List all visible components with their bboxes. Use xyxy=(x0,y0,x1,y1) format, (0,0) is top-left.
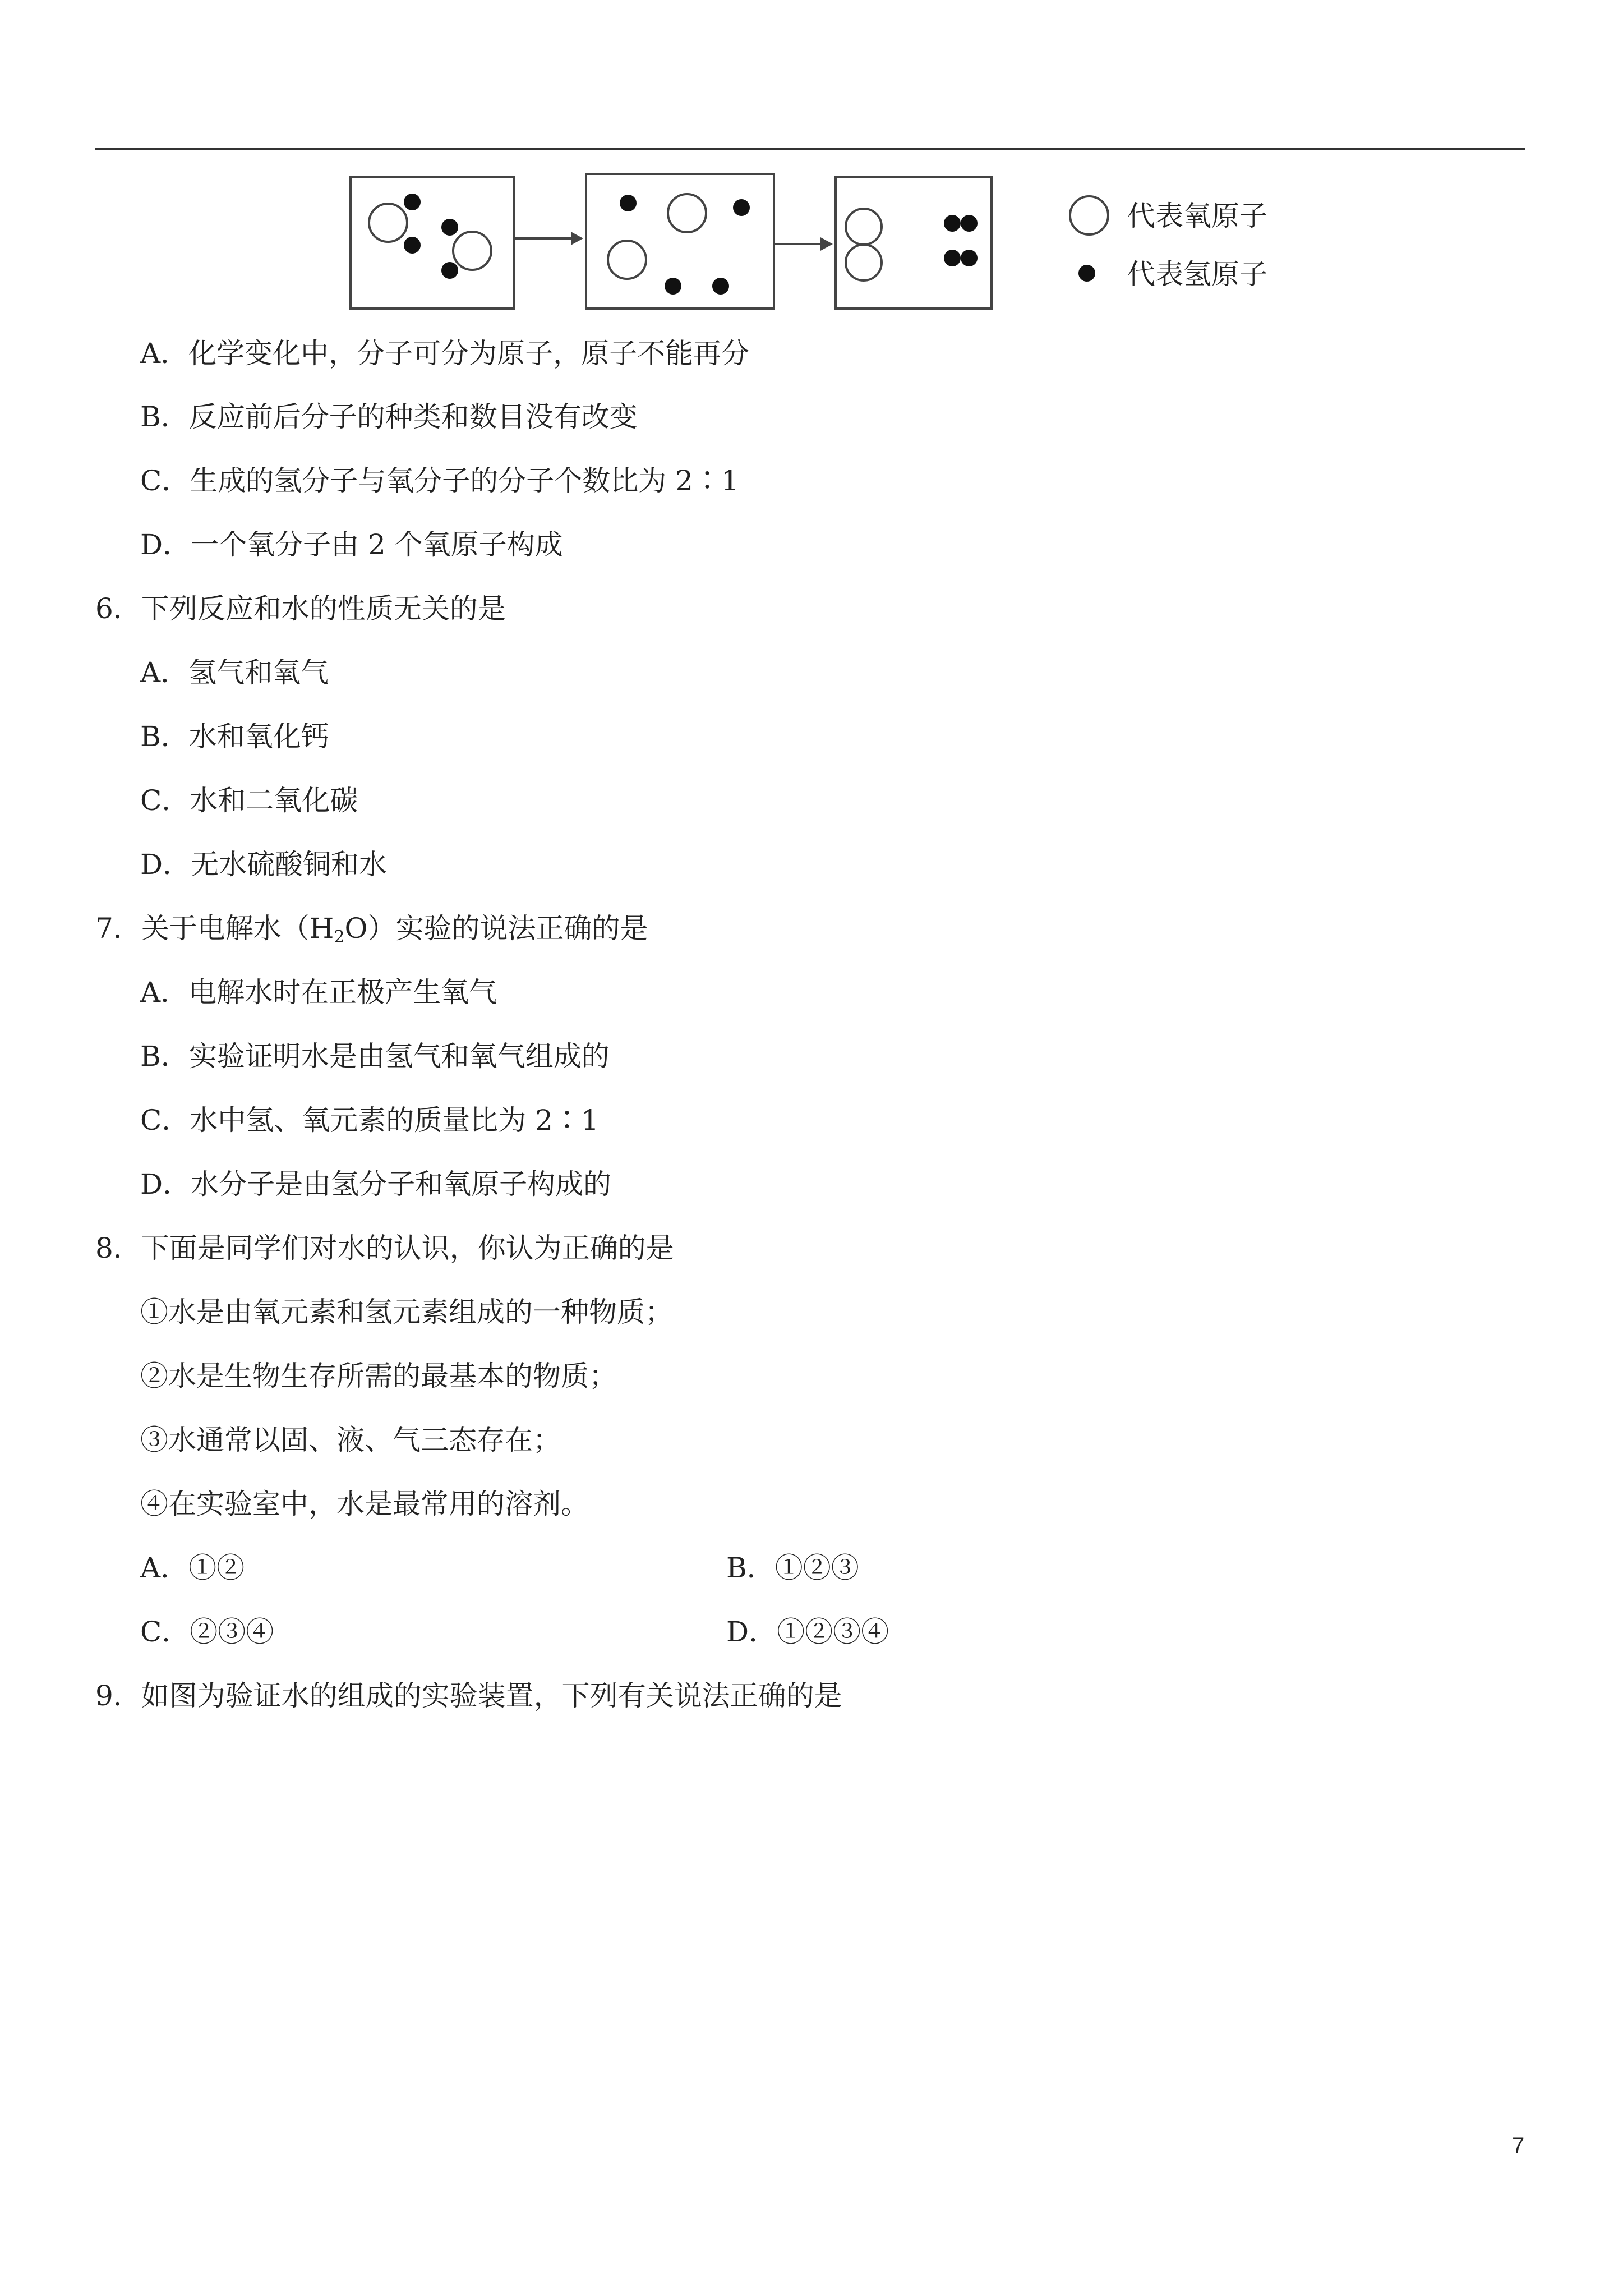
q6-stem: 6．下列反应和水的性质无关的是 xyxy=(95,592,506,625)
q8-statement-1: ①水是由氧元素和氢元素组成的一种物质； xyxy=(140,1296,673,1328)
oxygen-atom xyxy=(846,209,882,245)
hydrogen-atom xyxy=(944,215,961,232)
hydrogen-atom xyxy=(441,262,458,279)
q6-option-b: B．水和氧化钙 xyxy=(140,720,329,753)
legend-hydrogen-label: 代表氢原子 xyxy=(1127,258,1267,291)
hydrogen-atom xyxy=(712,278,729,295)
q8-option-a: A．①② xyxy=(140,1552,245,1584)
q7-option-b: B．实验证明水是由氢气和氧气组成的 xyxy=(140,1040,610,1073)
legend-hydrogen-symbol xyxy=(1078,265,1095,282)
oxygen-atom xyxy=(369,204,407,242)
page-number: 7 xyxy=(1512,2133,1525,2158)
header-rule xyxy=(95,148,1525,150)
hydrogen-atom xyxy=(404,237,421,254)
hydrogen-atom xyxy=(961,250,978,266)
legend-oxygen-label: 代表氧原子 xyxy=(1127,200,1267,232)
legend-oxygen-symbol xyxy=(1070,196,1108,234)
q5-option-a: A．化学变化中，分子可分为原子，原子不能再分 xyxy=(140,337,750,370)
q8-option-d: D．①②③④ xyxy=(726,1616,889,1648)
oxygen-atom xyxy=(846,245,882,280)
q9-stem: 9．如图为验证水的组成的实验装置，下列有关说法正确的是 xyxy=(95,1680,842,1712)
q7-stem-before: 7．关于电解水（H xyxy=(95,912,334,945)
q5-option-c: C．生成的氢分子与氧分子的分子个数比为 2∶1 xyxy=(140,464,739,497)
hydrogen-atom xyxy=(404,194,421,210)
q7-stem-after: O）实验的说法正确的是 xyxy=(344,912,648,945)
q7-option-a: A．电解水时在正极产生氧气 xyxy=(140,976,497,1009)
q5-option-d: D．一个氧分子由 2 个氧原子构成 xyxy=(140,528,563,561)
hydrogen-atom xyxy=(733,199,750,216)
q7-stem xyxy=(95,912,648,954)
hydrogen-atom xyxy=(665,278,681,295)
q8-statement-4: ④在实验室中，水是最常用的溶剂。 xyxy=(140,1488,589,1520)
q5-option-b: B．反应前后分子的种类和数目没有改变 xyxy=(140,401,638,433)
molecule-reaction-diagram xyxy=(348,168,1301,320)
q8-option-b: B．①②③ xyxy=(726,1552,859,1584)
oxygen-atom xyxy=(453,232,491,270)
q8-stem: 8．下面是同学们对水的认识，你认为正确的是 xyxy=(95,1232,674,1264)
hydrogen-atom xyxy=(961,215,978,232)
hydrogen-atom xyxy=(441,219,458,236)
q6-option-a: A．氢气和氧气 xyxy=(140,656,329,689)
q8-statement-2: ②水是生物生存所需的最基本的物质； xyxy=(140,1360,617,1392)
q7-option-d: D．水分子是由氢分子和氧原子构成的 xyxy=(140,1168,612,1200)
q6-option-d: D．无水硫酸铜和水 xyxy=(140,848,388,881)
q6-option-c: C．水和二氧化碳 xyxy=(140,784,358,817)
oxygen-atom xyxy=(668,194,706,232)
hydrogen-atom xyxy=(620,195,637,211)
q8-option-c: C．②③④ xyxy=(140,1616,274,1648)
q7-stem-subscript: 2 xyxy=(334,927,345,947)
q7-option-c: C．水中氢、氧元素的质量比为 2∶1 xyxy=(140,1104,599,1137)
q8-statement-3: ③水通常以固、液、气三态存在； xyxy=(140,1424,561,1456)
oxygen-atom xyxy=(608,241,646,279)
hydrogen-atom xyxy=(944,250,961,266)
